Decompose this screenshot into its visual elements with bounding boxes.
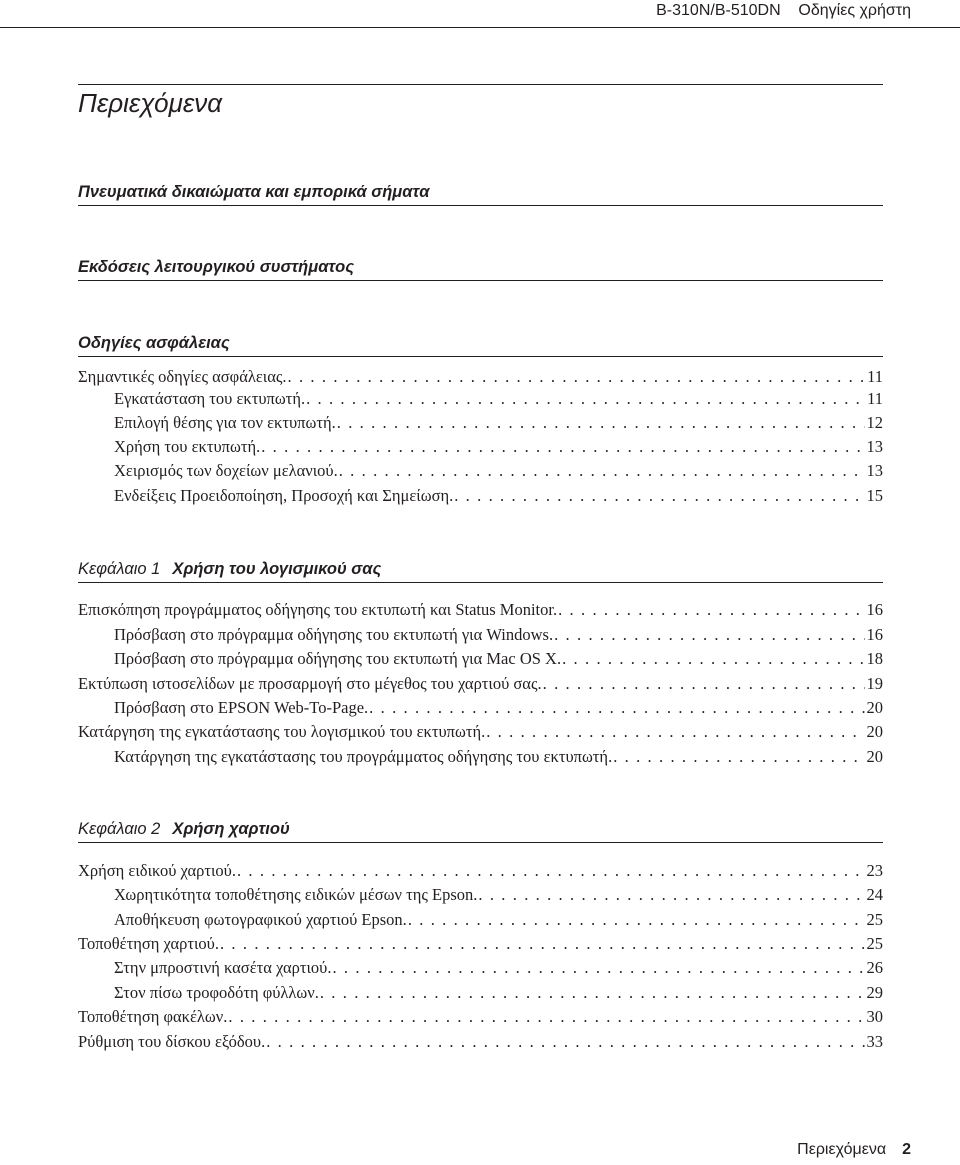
toc-section-heading[interactable] bbox=[78, 183, 883, 206]
toc-entry[interactable] bbox=[78, 933, 883, 955]
section-heading-text: Οδηγίες ασφάλειας bbox=[78, 334, 230, 352]
toc-entry[interactable] bbox=[78, 673, 883, 695]
toc-entry-label: Στον πίσω τροφοδότη φύλλων. bbox=[114, 983, 319, 1002]
toc-entry-label: Πρόσβαση στο πρόγραμμα οδήγησης του εκτυπωτή για Windows. bbox=[114, 625, 554, 644]
toc-entry-label: Σημαντικές οδηγίες ασφάλειας. bbox=[78, 367, 287, 386]
toc-entry[interactable] bbox=[78, 366, 883, 388]
dot-leader bbox=[261, 436, 864, 458]
toc-entry-label: Κατάργηση της εγκατάστασης του προγράμματος οδήγησης του εκτυπωτή. bbox=[114, 747, 613, 766]
dot-leader bbox=[320, 982, 865, 1004]
toc-entry[interactable] bbox=[114, 884, 883, 906]
toc-entry-page: 15 bbox=[866, 486, 883, 505]
dot-leader bbox=[306, 388, 865, 410]
section-heading-text: Εκδόσεις λειτουργικού συστήματος bbox=[78, 258, 355, 276]
toc-entry-page: 24 bbox=[866, 885, 883, 904]
toc-entry-label: Ενδείξεις Προειδοποίηση, Προσοχή και Σημείωση. bbox=[114, 486, 454, 505]
toc-entry[interactable] bbox=[114, 957, 883, 979]
toc-entry-page: 16 bbox=[866, 625, 883, 644]
toc-entry-label: Κατάργηση της εγκατάστασης του λογισμικού του εκτυπωτή. bbox=[78, 722, 486, 741]
dot-leader bbox=[543, 673, 865, 695]
chapter-number: Κεφάλαιο 2 bbox=[78, 820, 161, 838]
toc-entry-page: 23 bbox=[866, 861, 883, 880]
toc-entry[interactable] bbox=[114, 697, 883, 719]
dot-leader bbox=[237, 860, 865, 882]
title-rule bbox=[78, 84, 883, 85]
dot-leader bbox=[562, 648, 864, 670]
toc-entry-label: Εκτύπωση ιστοσελίδων με προσαρμογή στο μέγεθος του χαρτιού σας. bbox=[78, 674, 542, 693]
footer-label: Περιεχόμενα bbox=[797, 1141, 887, 1158]
toc-entry[interactable] bbox=[114, 909, 883, 931]
toc-section-heading[interactable] bbox=[78, 258, 883, 281]
toc-entry-label: Πρόσβαση στο EPSON Web-To-Page. bbox=[114, 698, 369, 717]
toc-entry-page: 20 bbox=[866, 722, 883, 741]
toc-section-heading[interactable] bbox=[78, 334, 883, 357]
section-heading-text: Χρήση του λογισμικού σας bbox=[172, 560, 382, 578]
running-header bbox=[0, 0, 960, 28]
chapter-number: Κεφάλαιο 1 bbox=[78, 560, 161, 578]
toc-entry[interactable] bbox=[114, 460, 883, 482]
toc-entry-label: Επισκόπηση προγράμματος οδήγησης του εκτυπωτή και Status Monitor. bbox=[78, 600, 558, 619]
toc-entry[interactable] bbox=[114, 746, 883, 768]
toc-entry-label: Χωρητικότητα τοποθέτησης ειδικών μέσων της Epson. bbox=[114, 885, 478, 904]
dot-leader bbox=[337, 412, 865, 434]
toc-entry-page: 13 bbox=[866, 461, 883, 480]
dot-leader bbox=[220, 933, 865, 955]
page-title: Περιεχόμενα bbox=[78, 88, 223, 118]
toc-entry[interactable] bbox=[78, 1031, 883, 1053]
page-footer bbox=[797, 1141, 911, 1159]
toc-chapter-heading[interactable] bbox=[78, 560, 883, 583]
header-rule bbox=[0, 27, 960, 28]
running-header-text: B-310N/B-510DN Οδηγίες χρήστη bbox=[656, 2, 911, 19]
toc-entry-page: 26 bbox=[866, 958, 883, 977]
toc-entry-label: Χειρισμός των δοχείων μελανιού. bbox=[114, 461, 338, 480]
dot-leader bbox=[554, 624, 864, 646]
dot-leader bbox=[369, 697, 864, 719]
toc-entry[interactable] bbox=[114, 412, 883, 434]
dot-leader bbox=[486, 721, 864, 743]
dot-leader bbox=[454, 485, 864, 507]
dot-leader bbox=[332, 957, 864, 979]
dot-leader bbox=[478, 884, 864, 906]
toc-entry-page: 33 bbox=[866, 1032, 883, 1051]
toc-entry-label: Αποθήκευση φωτογραφικού χαρτιού Epson. bbox=[114, 910, 407, 929]
section-heading-text: Χρήση χαρτιού bbox=[172, 820, 290, 838]
toc-entry-label: Πρόσβαση στο πρόγραμμα οδήγησης του εκτυπωτή για Mac OS X. bbox=[114, 649, 562, 668]
section-heading-text: Πνευματικά δικαιώματα και εμπορικά σήματα bbox=[78, 183, 430, 201]
toc-entry[interactable] bbox=[78, 1006, 883, 1028]
toc-entry-page: 25 bbox=[866, 910, 883, 929]
toc-entry-page: 11 bbox=[867, 389, 883, 408]
toc-entry-page: 16 bbox=[866, 600, 883, 619]
toc-entry-page: 20 bbox=[866, 747, 883, 766]
toc-entry-page: 20 bbox=[866, 698, 883, 717]
page-number: 2 bbox=[902, 1141, 911, 1158]
toc-entry-label: Χρήση του εκτυπωτή. bbox=[114, 437, 261, 456]
dot-leader bbox=[408, 909, 865, 931]
toc-entry-page: 18 bbox=[866, 649, 883, 668]
dot-leader bbox=[558, 599, 864, 621]
toc-entry[interactable] bbox=[114, 648, 883, 670]
dot-leader bbox=[266, 1031, 864, 1053]
toc-entry[interactable] bbox=[114, 485, 883, 507]
toc-entry-label: Ρύθμιση του δίσκου εξόδου. bbox=[78, 1032, 266, 1051]
toc-entry[interactable] bbox=[114, 388, 883, 410]
toc-entry-label: Τοποθέτηση φακέλων. bbox=[78, 1007, 228, 1026]
toc-entry-page: 13 bbox=[866, 437, 883, 456]
toc-entry[interactable] bbox=[78, 860, 883, 882]
toc-entry-label: Τοποθέτηση χαρτιού. bbox=[78, 934, 219, 953]
toc-entry-page: 25 bbox=[866, 934, 883, 953]
dot-leader bbox=[228, 1006, 864, 1028]
toc-chapter-heading[interactable] bbox=[78, 820, 883, 843]
toc-entry-page: 19 bbox=[866, 674, 883, 693]
toc-entry[interactable] bbox=[78, 721, 883, 743]
dot-leader bbox=[339, 460, 865, 482]
toc-entry-page: 29 bbox=[866, 983, 883, 1002]
toc-entry-label: Εγκατάσταση του εκτυπωτή. bbox=[114, 389, 306, 408]
dot-leader bbox=[288, 366, 866, 388]
toc-entry[interactable] bbox=[114, 982, 883, 1004]
toc-entry[interactable] bbox=[78, 599, 883, 621]
toc-entry-label: Επιλογή θέσης για τον εκτυπωτή. bbox=[114, 413, 336, 432]
dot-leader bbox=[613, 746, 864, 768]
toc-entry-page: 12 bbox=[866, 413, 883, 432]
toc-entry-page: 30 bbox=[866, 1007, 883, 1026]
toc-entry-label: Χρήση ειδικού χαρτιού. bbox=[78, 861, 236, 880]
toc-entry[interactable] bbox=[114, 624, 883, 646]
toc-entry-label: Στην μπροστινή κασέτα χαρτιού. bbox=[114, 958, 332, 977]
toc-entry-page: 11 bbox=[867, 367, 883, 386]
toc-entry[interactable] bbox=[114, 436, 883, 458]
